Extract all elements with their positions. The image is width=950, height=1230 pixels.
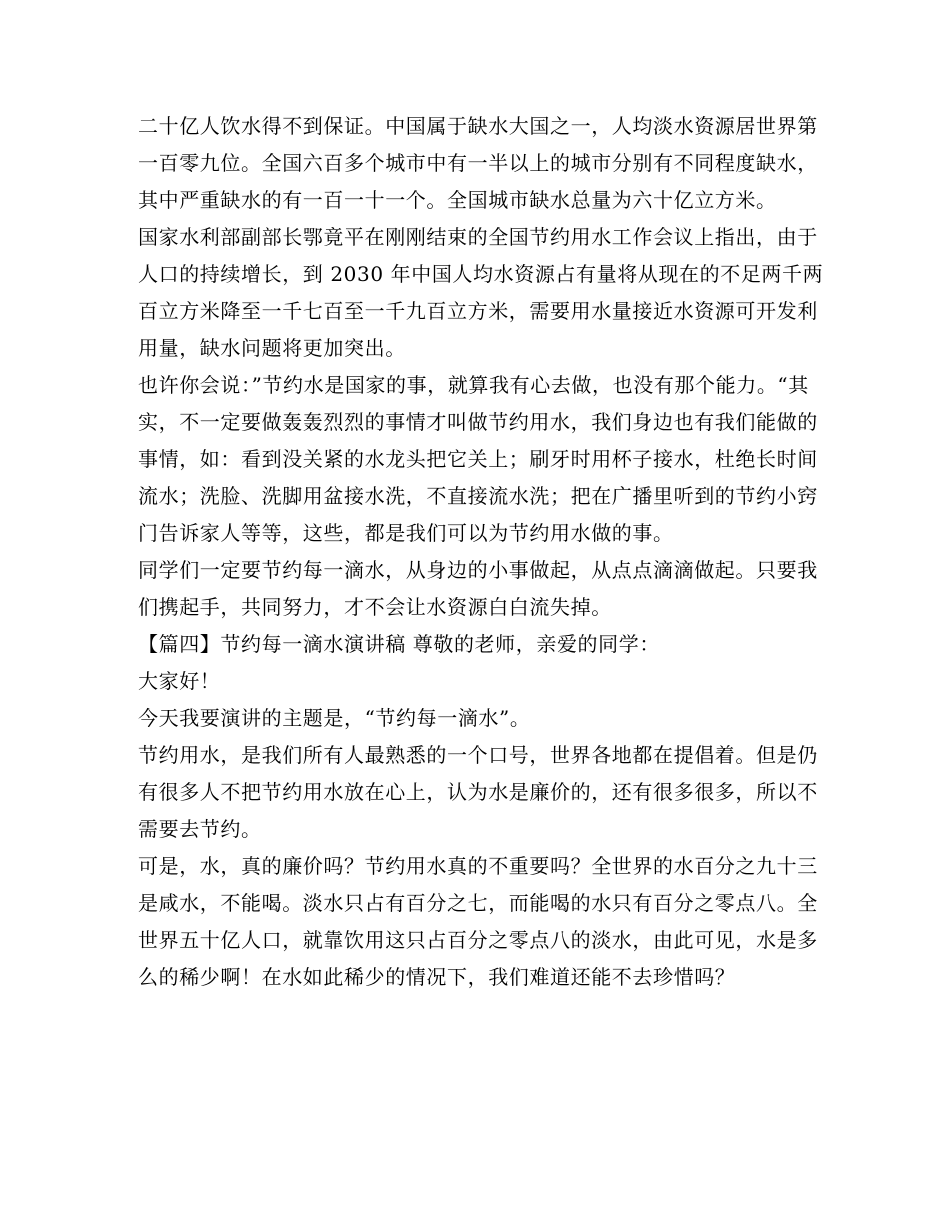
paragraph-greeting: 大家好！ [138,669,221,693]
paragraph-speech-topic: 今天我要演讲的主题是，“节约每一滴水”。 [138,706,531,730]
paragraph-everyday-actions: 也许你会说：”节约水是国家的事，就算我有心去做，也没有那个能力。“其实，不一定要做轰轰烈烈的事情才叫做节约用水，我们身边也有我们能做的事情，如：看到没关紧的水龙头把它关上；刷牙时用杯子接水，杜绝长时间流水；洗脸、洗脚用盆接水洗，不直接流水洗；把在广播里听到的节约小窍门告诉家人等等，这些，都是我们可以为节约用水做的事。 [138,373,818,545]
paragraph-call-to-action: 同学们一定要节约每一滴水，从身边的小事做起，从点点滴滴做起。只要我们携起手，共同努力，才不会让水资源白白流失掉。 [138,558,818,619]
paragraph-slogan: 节约用水，是我们所有人最熟悉的一个口号，世界各地都在提倡着。但是仍有很多人不把节约用水放在心上，认为水是廉价的，还有很多很多，所以不需要去节约。 [138,743,818,841]
paragraph-water-scarcity: 可是，水，真的廉价吗？节约用水真的不重要吗？全世界的水百分之九十三是咸水，不能喝。淡水只占有百分之七，而能喝的水只有百分之零点八。全世界五十亿人口，就靠饮用这只占百分之零点八的淡水，由此可见，水是多么的稀少啊！在水如此稀少的情况下，我们难道还能不去珍惜吗？ [138,854,818,989]
document-body [138,108,828,996]
paragraph-ministry-statement: 国家水利部副部长鄂竟平在刚刚结束的全国节约用水工作会议上指出，由于人口的持续增长，到 2030 年中国人均水资源占有量将从现在的不足两千两百立方米降至一千七百至一千九百立方米，需要用水量接近水资源可开发利用量，缺水问题将更加突出。 [138,225,824,360]
paragraph-water-shortage-stats: 二十亿人饮水得不到保证。中国属于缺水大国之一，人均淡水资源居世界第一百零九位。全国六百多个城市中有一半以上的城市分别有不同程度缺水，其中严重缺水的有一百一十一个。全国城市缺水总量为六十亿立方米。 [138,114,818,212]
section-heading-part-four: 【篇四】节约每一滴水演讲稿 尊敬的老师，亲爱的同学： [138,632,660,656]
